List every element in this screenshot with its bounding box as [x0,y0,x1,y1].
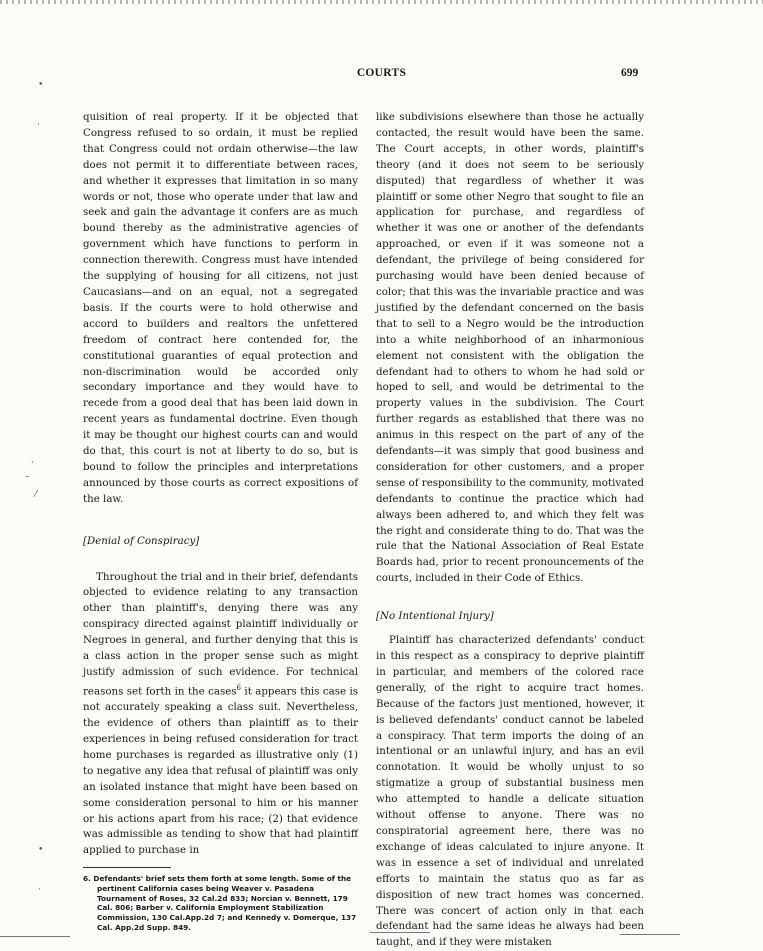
footnote-divider [83,867,171,868]
paragraph-text: it appears this case is not accurately speaking a class suit. Nevertheless, the evidence of others than plaintiff as to their experiences in being refused consideration for tract home purchases is regarded as illustrative only (1) to negative any idea that refusal of plaintiff was only an isolated instance that might have been based on some consideration personal to him or his manner or his actions apart from his race; (2) that evidence was admissible as tending to show that had plaintiff applied to purchase in [83,685,358,857]
paragraph: Plaintiff has characterized defendants' conduct in this respect as a conspiracy to deprive plaintiff in particular, and members of the colored race generally, of the right to acquire tract homes. Because of the factors just mentioned, however, it is believed defendants' conduct cannot be labeled a conspiracy. That term imports the doing of an intentional or an unlawful injury, and has an evil connotation. It would be wholly unjust to so stigmatize a group of substantial business men who attempted to handle a delicate situation without offense to anyone. There was no conspiratorial agreement here, there was no exchange of ideas calculated to injure anyone. It was in essence a set of individual and unrelated efforts to maintain the status quo as far as disposition of new tract homes was concerned. There was concert of action only in that each defendant had the same ideas he always had been taught, and if they were mistaken [376,634,644,949]
scan-speck: · [37,120,40,130]
scan-speck: – [25,472,30,482]
scan-edge-line [0,936,70,937]
footnote: 6. Defendants' brief sets them forth at some length. Some of the pertinent California cases being Weaver v. Pasadena Tournament of Roses, 32 Cal.2d 833; Norcian v. Bennett, 179 Cal. 806; Barber v. California Employment Stabilization Commission, 130 Cal.App.2d 7; and Kennedy v. Domerque, 137 Cal. App.2d Supp. 849. [83,874,357,932]
section-heading: [Denial of Conspiracy] [83,534,200,547]
scan-edge-line [370,932,430,933]
scan-speck: • [38,845,44,855]
scan-speck: ⁄ [35,490,37,500]
paragraph-text: Throughout the trial and in their brief, defendants objected to evidence relating to any transaction other than plaintiff's, denying there was any conspiracy directed against plaintiff individually or Negroes in general, and further denying that this is a class action in the proper sense such as might justify admission of such evidence. For technical reasons set forth in the cases [83,570,358,698]
left-column [83,110,358,933]
page-number: 699 [621,67,639,79]
paragraph: like subdivisions elsewhere than those he actually contacted, the result would have been the same. The Court accepts, in other words, plaintiff's theory (and it does not seem to be seriously disputed) that regardless of whether it was plaintiff or some other Negro that sought to file an application for purchase, and regardless of whether it was one or another of the defendants approached, or even if it was someone not a defendant, the privilege of being considered for purchasing would have been denied because of color; that this was the invariable practice and was justified by the defendant concerned on the basis that to sell to a Negro would be the introduction into a white neighborhood of an inharmonious element not consistent with the obligation the defendant had to others to whom he had sold or hoped to sell, and would be detrimental to the property values in the subdivision. The Court further regards as established that there was no animus in this respect on the part of any of the defendants—it was simply that good business and consideration for other customers, and a proper sense of responsibility to the community, motivated defendants to continue the practice which had always been adhered to, and which they felt was the right and considerate thing to do. That was the rule that the National Association of Real Estate Boards had, prior to recent pronouncements of the courts, included in their Code of Ethics. [376,111,644,585]
paragraph: quisition of real property. If it be objected that Congress refused to so ordain, it must be replied that Congress could not ordain otherwise—the law does not permit it to differentiate between races, and whether it expresses that limitation in so many words or not, those who operate under that law and seek and gain the advantage it confers are as much bound thereby as the administrative agencies of government which have functions to perform in connection therewith. Congress must have intended the supplying of housing for all citizens, not just Caucasians—and on an equal, not a segregated basis. If the courts were to hold otherwise and accord to builders and realtors the unfettered freedom of contract here contended for, the constitutional guaranties of equal protection and non-discrimination would be accorded only secondary importance and they would have to recede from a good deal that has been laid down in recent years as fundamental doctrine. Even though it may be thought our highest courts can and would do that, this court is not at liberty to do so, but is bound to follow the principles and interpretations announced by those courts as correct expositions of the law. [83,111,358,505]
scan-speck: · [38,885,41,895]
scan-speck: · [31,458,34,468]
scan-edge-line [620,934,680,935]
paragraph [83,570,358,860]
right-column [376,110,644,951]
footnote-reference: 6 [236,683,242,692]
page-title: COURTS [356,67,407,79]
scan-speck: • [38,80,44,90]
scan-top-edge [0,0,763,4]
section-heading: [No Intentional Injury] [376,610,494,623]
